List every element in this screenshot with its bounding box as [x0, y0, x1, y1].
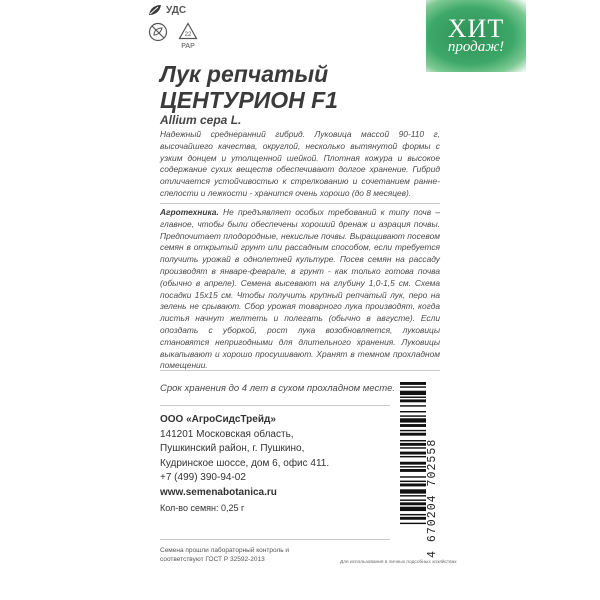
recycle-material: PAP [181, 43, 195, 50]
barcode-bar [400, 476, 426, 477]
company-info [160, 413, 430, 516]
description-text: Надежный среднеранний гибрид. Луковица массой 90-110 г, высочайшего качества, округлой, несколько вытянутой формы с узким донцем и утолщенной шейкой. Плотная кожура и высокое содержание сухих веществ обеспечивают долгое хранение. Гибрид отличается устойчивостью к стрелкованию и сочетанием раннеспелости и лежкости - хранится очень хорошо (до 8 месяцев). [160, 129, 440, 198]
uds-label: УДС [166, 4, 187, 16]
bestseller-badge [426, 0, 526, 72]
barcode-digits: 4 670204 702558 [426, 438, 439, 558]
barcode-bar [400, 415, 426, 416]
phone: +7 (499) 390-94-02 [160, 472, 246, 483]
recycle-mark [178, 22, 198, 51]
seed-quantity: Кол-во семян: 0,25 г [160, 503, 245, 513]
agrotechnics-text [160, 207, 440, 372]
barcode-bar [400, 462, 426, 465]
barcode-bar [400, 418, 426, 422]
barcode-bar [400, 382, 426, 385]
barcode-bar [400, 466, 426, 467]
address-line-3: Кудринское шоссе, дом 6, офис 411. [160, 457, 330, 469]
barcode-bar [400, 405, 426, 406]
variety-name: ЦЕНТУРИОН F1 [160, 87, 338, 113]
barcode-bar [400, 517, 426, 520]
barcode-bar [400, 399, 426, 402]
certification-row [148, 22, 198, 51]
barcode-bar [400, 499, 426, 500]
no-gmo-icon [148, 22, 168, 42]
divider [160, 203, 440, 204]
top-marks [148, 4, 198, 51]
barcode-bar [400, 411, 426, 412]
barcode-bar [400, 481, 426, 482]
lab-control-note: Семена прошли лабораторный контроль и соответствуют ГОСТ Р 32592-2013 [160, 547, 290, 563]
agrotechnics-body: Не предъявляет особых требований к типу почв – главное, чтобы были обеспечены хороший дренаж и аэрация почвы. Предпочитает плодородные, некислые почвы. Выращивают посевом семян в открытый грунт или рассадным способом, если требуется получить урожай в однолетней культуре. Посев семян на рассаду производят в январе-феврале, в грунт - как только готова почва (обычно в апреле). Семена высевают на глубину 1,0-1,5 см. Схема посадки 15х15 см. Чтобы получить крупный репчатый лук, перо на зелень не срывают. Сбор урожая товарного лука производят, когда листья начнут желтеть и полегать (обычно в августе). Если опоздать с уборкой, рост лука возобновляется, луковицы становятся непригодными для длительного хранения. Луковицы выкапывают и хорошо просушивают. Хранят в темном прохладном помещении. [160, 207, 440, 371]
badge-line-1: ХИТ [447, 14, 505, 43]
barcode-bar [400, 507, 426, 511]
divider [160, 539, 390, 540]
barcode-bar [400, 484, 426, 487]
private-use-note: Для использования в личных подсобных хозяйствах [340, 560, 457, 565]
barcode-bar [400, 514, 426, 515]
leaf-icon [148, 4, 162, 16]
barcode-bar [400, 440, 426, 441]
barcode-bar [400, 502, 426, 505]
barcode-bar [400, 397, 426, 398]
barcode-bar [400, 391, 426, 395]
barcode-bar [400, 433, 426, 436]
barcode-bar [400, 424, 426, 427]
divider [160, 405, 390, 406]
address-line-2: Пушкинский район, г. Пушкино, [160, 443, 305, 454]
company-name: ООО «АгроСидсТрейд» [160, 414, 276, 425]
barcode-bar [400, 523, 426, 524]
barcode-bar [400, 443, 426, 446]
barcode-bar [400, 469, 426, 472]
website: www.semenabotanica.ru [160, 486, 277, 498]
storage-note: Срок хранения до 4 лет в сухом прохладном месте. [160, 383, 396, 394]
uds-mark [148, 4, 198, 16]
badge-line-2: продаж! [447, 39, 505, 55]
product-title: Лук репчатый [160, 61, 329, 87]
barcode-bar [400, 430, 426, 431]
barcode-bar [400, 447, 426, 448]
recycle-icon [178, 22, 198, 40]
latin-name: Allium cepa L. [160, 113, 242, 127]
address-line-1: 141201 Московская область, [160, 428, 294, 440]
barcode-bar [400, 489, 426, 493]
barcode-bar [400, 495, 426, 496]
barcode-bar [400, 456, 426, 457]
recycle-code: 22 [184, 32, 192, 38]
agrotechnics-label: Агротехника. [160, 207, 219, 217]
divider [160, 370, 440, 371]
barcode-bars [400, 380, 426, 558]
barcode-bar [400, 386, 426, 387]
barcode-bar [400, 452, 426, 455]
